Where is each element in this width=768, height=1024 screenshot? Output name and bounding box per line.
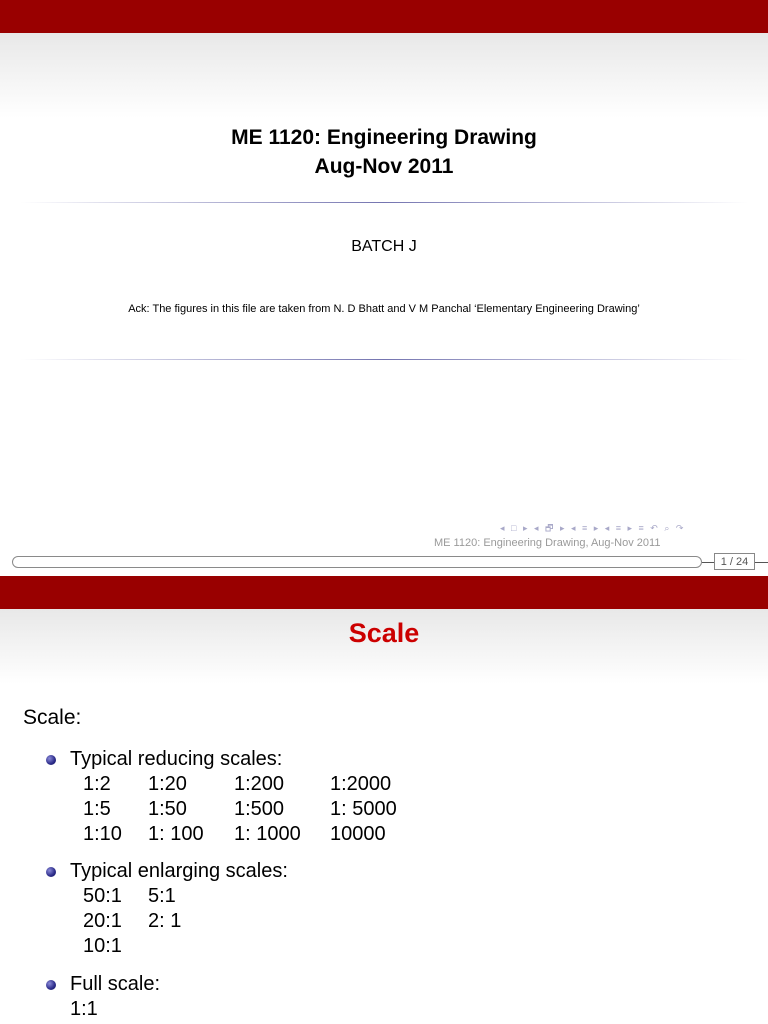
table-cell: 10:1 bbox=[83, 935, 122, 957]
table-row bbox=[83, 823, 397, 848]
full-scale-heading: Full scale: bbox=[70, 973, 161, 995]
lead-text: Scale: bbox=[23, 706, 82, 729]
table-cell: 1:50 bbox=[148, 798, 187, 820]
header-bar bbox=[0, 0, 768, 33]
table-cell: 2: 1 bbox=[148, 910, 182, 932]
table-cell: 50:1 bbox=[83, 885, 122, 907]
table-cell: 1:20 bbox=[148, 773, 187, 795]
reducing-scales-table bbox=[83, 773, 397, 848]
table-cell: 1:500 bbox=[234, 798, 285, 820]
table-row bbox=[83, 798, 397, 823]
bullet-icon bbox=[46, 755, 56, 765]
enlarging-heading: Typical enlarging scales: bbox=[70, 860, 288, 882]
table-cell: 1:2 bbox=[83, 773, 111, 795]
table-row bbox=[83, 910, 181, 935]
table-row bbox=[83, 885, 181, 910]
table-cell: 1:10 bbox=[83, 823, 122, 845]
author: BATCH J bbox=[351, 238, 417, 255]
acknowledgement: Ack: The figures in this file are taken from N. D Bhatt and V M Panchal ‘Elementary Engineering Drawing’ bbox=[128, 303, 640, 315]
header-bar bbox=[0, 576, 768, 609]
reducing-heading: Typical reducing scales: bbox=[70, 748, 283, 770]
bullet-icon bbox=[46, 980, 56, 990]
scale-slide bbox=[0, 576, 768, 1024]
presentation-title-line2: Aug-Nov 2011 bbox=[314, 155, 454, 178]
table-cell: 10000 bbox=[330, 823, 386, 845]
table-cell: 1: 100 bbox=[148, 823, 204, 845]
table-cell: 20:1 bbox=[83, 910, 122, 932]
progress-connector bbox=[702, 562, 714, 563]
header-gradient bbox=[0, 33, 768, 118]
table-cell: 1: 1000 bbox=[234, 823, 301, 845]
table-cell: 1:2000 bbox=[330, 773, 392, 795]
table-row bbox=[83, 935, 181, 960]
table-cell: 1:5 bbox=[83, 798, 111, 820]
footer-title: ME 1120: Engineering Drawing, Aug-Nov 2011 bbox=[434, 537, 661, 549]
page-number: 1 / 24 bbox=[714, 553, 755, 570]
table-cell bbox=[148, 935, 181, 960]
table-cell: 5:1 bbox=[148, 885, 176, 907]
table-row bbox=[83, 773, 397, 798]
presentation-title-line1: ME 1120: Engineering Drawing bbox=[231, 126, 537, 149]
table-cell: 1: 5000 bbox=[330, 798, 397, 820]
full-scale-value: 1:1 bbox=[70, 998, 98, 1020]
divider-top bbox=[20, 202, 748, 203]
divider-bottom bbox=[20, 359, 748, 360]
frame-title: Scale bbox=[348, 618, 420, 648]
progress-tail bbox=[755, 562, 768, 563]
bullet-icon bbox=[46, 867, 56, 877]
enlarging-scales-table bbox=[83, 885, 181, 960]
table-cell: 1:200 bbox=[234, 773, 285, 795]
beamer-navigation-icons[interactable]: ◂ □ ▸ ◂ 🗗 ▸ ◂ ≡ ▸ ◂ ≡ ▸ ≡ ↶ ⌕ ↷ bbox=[500, 523, 686, 533]
progress-bar bbox=[12, 556, 702, 568]
